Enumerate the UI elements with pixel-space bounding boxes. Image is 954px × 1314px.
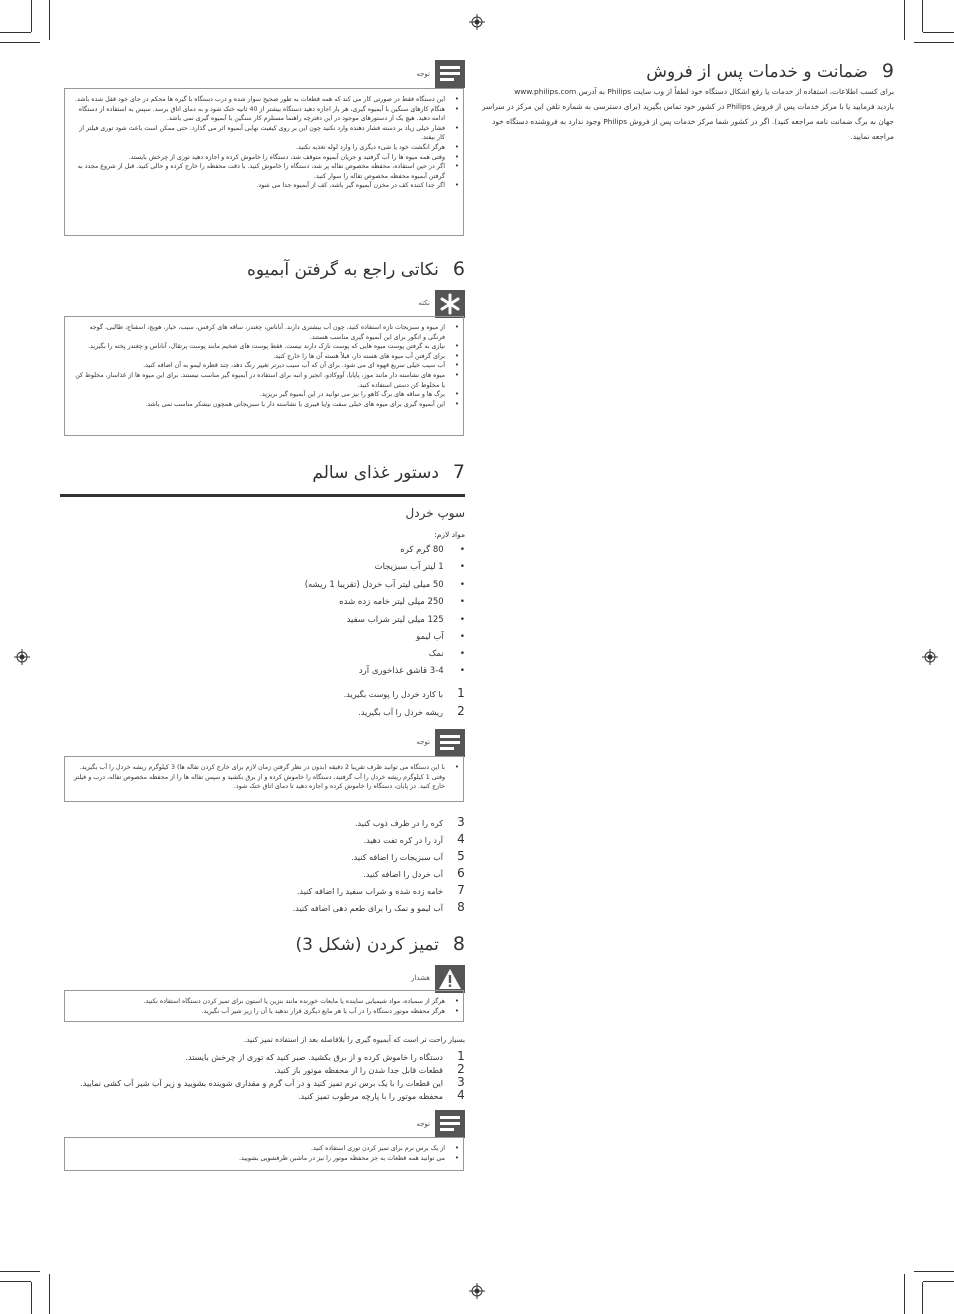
ingredients-label: مواد لازم: [434,530,465,539]
section-9-heading [646,60,894,82]
crop-mark [49,0,50,40]
section-6-heading [247,258,465,280]
section-number: 7 [452,461,465,483]
exclamation-triangle-icon [435,965,465,993]
crop-mark [0,1281,31,1282]
recipe-step [364,832,465,846]
section-7-heading [312,461,465,483]
section-number: 9 [881,60,894,82]
note-box [64,88,464,236]
recipe-step [297,883,465,897]
step-text: با کارد خردل را پوست بگیرید. [343,690,443,699]
tip-item: • از میوه و سبزیجات تازه استفاده کنید، چون آب بیشتری دارند. آناناس، چغندر، ساقه های کرفس، سیب، خیار، هویج، اسفناج، طالبی، گوجه فرنگی و انگور برای این آبمیوه گیری مناسب هستند. [71,323,449,342]
crop-mark [904,1274,905,1314]
section-divider [60,494,465,497]
recipe-step [351,849,465,863]
paragraph-line: مراجعه نمایید. [850,132,894,141]
recipe-step [344,686,465,700]
ingredient-item: •1 لیتر آب سبزیجات [374,562,465,572]
step-text: آب خردل را اضافه کنید. [363,870,443,879]
crop-mark [923,32,954,33]
step-number: 5 [457,849,465,863]
step-text: آب لیمو و نمک را برای طعم دهی اضافه کنید. [292,904,443,913]
note-item: • هنگام کارهای سنگین با آبمیوه گیری، هر بار اجازه دهید دستگاه بیشتر از 40 ثانیه خنک شود و به دمای اتاق برسد. سپس به استفاده از دستگاه ادامه دهید. هیچ یک از دستورهای موجود در این دفترچه راهنما مستلزم کار سنگین با آبمیوه گیری نمی باشد. [71,105,449,124]
crop-mark [0,32,31,33]
ingredient-item: •250 میلی لیتر خامه زده شده [339,597,465,607]
ingredient-text: 250 میلی لیتر خامه زده شده [339,597,444,607]
section-number: 8 [452,933,465,955]
step-number: 4 [457,832,465,846]
ingredient-text: 125 میلی لیتر شراب سفید [346,615,444,625]
step-number: 3 [457,1075,465,1089]
crop-mark [922,0,923,32]
ingredient-item: •50 میلی لیتر آب خردل (تقریبا 1 ریشه) [304,580,465,590]
ingredient-item: •3-4 قاشق غذاخوری آرد [358,666,465,676]
note-icon [435,729,465,757]
recipe-step [293,900,465,914]
crop-mark [904,0,905,40]
step-number: 8 [457,900,465,914]
step-text: خامه زده شده و شراب سفید را اضافه کنید. [296,887,443,896]
cleaning-step [298,1088,465,1102]
step-text: قطعات قابل جدا شدن را از محفظه موتور باز کنید. [274,1066,443,1075]
crop-mark [31,0,32,32]
note-item: • هرگز انگشت خود یا شیء دیگری را وارد لوله تغذیه نکنید. [71,143,449,153]
section-title: نکاتی راجع به گرفتن آبمیوه [246,260,439,280]
recipe-step [358,704,465,718]
recipe-step [363,866,465,880]
step-text: آرد را در کره تفت دهید. [363,836,443,845]
note-item: • وقتی همه میوه ها را آب گرفتید و جریان آبمیوه متوقف شد، دستگاه را خاموش کرده و اجازه دهید توری از چرخش بایستد. [71,153,449,163]
ingredient-text: 3-4 قاشق غذاخوری آرد [358,666,444,676]
registration-mark-icon [469,14,485,30]
paragraph-line: جهان به برگ ضمانت نامه مراجعه کنید). اگر در کشور شما مرکز خدمات پس از فروش Philips وجود ندارد به فروشنده دستگاه خود [492,117,894,126]
tip-item: • میوه های نشاسته دار مانند موز، پاپایا، آووکادو، انجیر و انبه برای استفاده در آبمیوه گیر مناسب نیستند. برای این میوه ها از غذاساز، مخلوط کن یا مخلوط کن دستی استفاده کنید. [71,371,449,390]
registration-mark-icon [14,649,30,665]
section-title: ضمانت و خدمات پس از فروش [646,62,868,82]
tip-item: • آب سیب خیلی سریع قهوه ای می شود. برای آن که آب سیب دیرتر تغییر رنگ دهد، چند قطره لیمو به آن اضافه کنید. [71,361,449,371]
crop-mark [923,1281,954,1282]
step-number: 1 [457,1049,465,1063]
note-item: • می توانید همه قطعات به جز محفظه موتور را نیز در ماشین ظرفشویی بشویید. [71,1154,449,1164]
ingredient-text: 80 گرم کره [400,545,444,555]
tip-item: • نیازی به گرفتن پوست میوه هایی که پوست نازک دارند نیست. فقط پوست های ضخیم مانند پوست پرتقال، آناناس و چغندر پخته را بگیرید. [71,342,449,352]
note-item: • اگر جدا کننده کف در مخزن آبمیوه گیر باشد، کف از آبمیوه جدا می شود. [71,181,449,191]
crop-mark [922,1282,923,1314]
note-item: • با این دستگاه می توانید ظرف تقریبا 2 دقیقه (بدون در نظر گرفتن زمان لازم برای خارج کردن تفاله ها) 3 کیلوگرم ریشه خردل را آب بگیرید. وقتی 1 کیلوگرم ریشه خردل را آب گرفتید، دستگاه را خاموش کرده و از برق بکشید و سپس تفاله ها را از محفظه مخصوص تفاله، درب و فیلتر خارج کنید. در پایان، دستگاه را خاموش کرده و اجازه دهید تا دمای اتاق خنک شود. [71,763,449,792]
ingredient-text: آب لیمو [416,632,444,642]
ingredient-text: 1 لیتر آب سبزیجات [374,562,444,572]
note-item: • فشار خیلی زیاد بر دسته فشار دهنده وارد نکنید چون این بر روی کیفیت نهایی آبمیوه اثر می گذارد. حتی ممکن است باعث شود توری فیلتر از کار بیفتد. [71,124,449,143]
tip-label: نکته [418,299,430,307]
note-item: • اگر در حین استفاده، محفظه مخصوص تفاله پر شد، دستگاه را خاموش کنید. با دقت محفظه را خارج کرده و خالی کنید. قبل از شروع مجدد به گرفتن آبمیوه محفظه مخصوص تفاله را سوار کنید. [71,162,449,181]
crop-mark [31,1282,32,1314]
crop-mark [914,1271,954,1272]
note-box [64,1137,464,1171]
step-number: 6 [457,866,465,880]
step-text: محفظه موتور را با پارچه مرطوب تمیز کنید. [297,1092,443,1101]
tip-item: • برای گرفتن آب میوه های هسته دار، قبلاً هسته آن ها را خارج کنید. [71,352,449,362]
step-text: آب سبزیجات را اضافه کنید. [351,853,443,862]
tip-item: • برگ ها و ساقه های برگ کاهو را نیز می توانید در این آبمیوه گیر بریزید. [71,390,449,400]
step-number: 4 [457,1088,465,1102]
section-9-paragraph [481,84,894,144]
step-number: 7 [457,883,465,897]
crop-mark [0,1271,40,1272]
warning-label: هشدار [411,974,430,982]
paragraph-line: برای کسب اطلاعات، استفاده از خدمات یا رفع اشکال دستگاه خود لطفاً از وب سایت Philips به آدرس www.philips.com [514,87,894,96]
note-item: • از یک برس نرم برای تمیز کردن توری استفاده کنید. [71,1144,449,1154]
step-text: کره را در ظرف ذوب کنید. [354,819,443,828]
step-number: 2 [457,1062,465,1076]
step-text: ریشه خردل را آب بگیرید. [358,708,443,717]
warning-box [64,990,464,1022]
section-title: دستور غذای سالم [312,463,439,483]
step-number: 1 [457,686,465,700]
step-text: دستگاه را خاموش کرده و از برق بکشید. صبر کنید که توری از چرخش بایستد. [185,1053,443,1062]
crop-mark [914,42,954,43]
ingredient-text: نمک [428,649,444,659]
warning-icon [435,965,465,993]
registration-mark-icon [469,1283,485,1299]
cleaning-intro: بسیار راحت تر است که آبمیوه گیری را بلافاصله بعد از استفاده تمیز کنید. [243,1035,465,1044]
registration-mark-icon [922,649,938,665]
asterisk-icon [435,290,465,318]
note-icon [435,60,465,88]
tip-icon [435,290,465,318]
step-number: 3 [457,815,465,829]
recipe-subtitle: سوپ خردل [405,506,465,520]
recipe-step [355,815,465,829]
ingredient-item: •آب لیمو [416,632,465,642]
tip-item: • این آبمیوه گیری برای میوه های خیلی سفت و/یا فیبری یا نشاسته دار یا سبزیجاتی همچون نیشکر مناسب نمی باشد. [71,400,449,410]
note-label: توجه [416,1120,430,1128]
note-label: توجه [416,70,430,78]
ingredient-text: 50 میلی لیتر آب خردل (تقریبا 1 ریشه) [304,580,444,590]
note-icon [435,1110,465,1138]
step-number: 2 [457,704,465,718]
tip-box [64,316,464,436]
cleaning-step [80,1075,465,1089]
cleaning-step [185,1049,465,1063]
ingredient-item: •نمک [428,649,465,659]
section-8-heading [295,933,465,955]
warning-item: • هرگز از سمباده، مواد شیمیایی ساینده یا مایعات خورنده مانند بنزین یا استون برای تمیز کردن دستگاه استفاده نکنید. [71,997,449,1007]
paragraph-line: بازدید فرمایید یا با مرکز خدمات پس از فروش Philips در کشور خود تماس بگیرید (برای دسترسی به شماره تلفن این مرکز در سراسر [481,102,894,111]
ingredient-item: •125 میلی لیتر شراب سفید [346,615,465,625]
warning-item: • هرگز محفظه موتور دستگاه را در آب یا هر مایع دیگری قرار ندهید یا آن را زیر شیر آب نگیرید. [71,1007,449,1017]
section-title: تمیز کردن (شکل 3) [295,935,439,955]
ingredient-item: •80 گرم کره [400,545,465,555]
note-label: توجه [416,738,430,746]
section-number: 6 [452,258,465,280]
step-text: این قطعات را با یک برس نرم تمیز کنید و در آب گرم و مقداری شوینده بشویید و زیر آب شیر آب کشی نمایید. [80,1079,443,1088]
crop-mark [0,42,40,43]
note-item: • این دستگاه فقط در صورتی کار می کند که همه قطعات به طور صحیح سوار شده و درب دستگاه با گیره ها محکم در جای خود قفل شده باشد. [71,95,449,105]
note-box [64,756,464,802]
cleaning-step [274,1062,465,1076]
crop-mark [49,1274,50,1314]
